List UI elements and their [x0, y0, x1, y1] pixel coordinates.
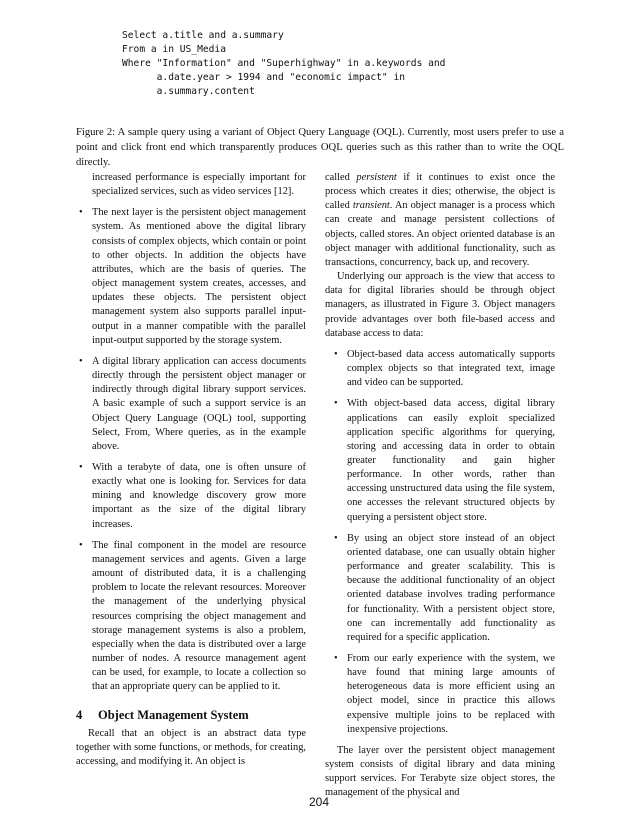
list-item: • From our early experience with the system, we have found that mining large amounts of heterogeneous data is more efficient using an object model, since in practice this allows expensive multiple joins to be replaced with inexpensive projections.: [334, 653, 555, 735]
code-line: Where "Information" and "Superhighway" in a.keywords and: [122, 58, 446, 69]
paragraph: Underlying our approach is the view that access to data for digital libraries should be through object managers, as illustrated in Figure 3. Object managers provide advantages over both file-based access and database access to data:: [325, 271, 555, 339]
bullet-icon: •: [334, 532, 338, 544]
code-line: From a in US_Media: [122, 44, 226, 55]
list-item: • The final component in the model are resource management services and agents. Given a large amount of distributed data, it is a challenging problem to locate the relevant resources. Moreover the management of the underlying physical resources comprising the object management and storage management systems is also a problem, especially when the data is distributed over a large number of nodes. A resource management agent can be used, for example, to locate a collection so that an appropriate query can be applied to it.: [79, 539, 306, 693]
page-number: 204: [308, 795, 330, 809]
bullet-icon: •: [79, 461, 83, 473]
advantages-bullet-list: [325, 348, 555, 737]
term-persistent: persistent: [356, 172, 397, 183]
paragraph: called persistent if it continues to exist once the process which creates it dies; otherwise, the object is called transient. An object manager is a process which can create and manage persistent collections of objects, called stores. An object oriented database is an object manager with additional functionality, such as transactions, concurrency, back up, and recovery.: [325, 172, 555, 268]
code-line: a.date.year > 1994 and "economic impact" in: [122, 72, 406, 83]
list-item: • Object-based data access automatically supports complex objects so that integrated text, image and video can be supported.: [334, 348, 555, 389]
oql-query-code-block: [122, 29, 445, 99]
bullet-icon: •: [334, 348, 338, 360]
code-line: Select a.title and a.summary: [122, 30, 284, 41]
section-title: Object Management System: [98, 708, 249, 723]
term-transient: transient: [352, 200, 390, 212]
right-column: [325, 171, 555, 801]
paragraph: The layer over the persistent object management system consists of digital library and data mining support services. For Terabyte size object stores, the management of the physical and: [325, 744, 555, 799]
layer-bullet-list: [76, 206, 306, 694]
left-column: [76, 171, 306, 769]
figure-caption: Figure 2: A sample query using a variant of Object Query Language (OQL). Currently, most users prefer to use a point and click front end which transparently produces OQL queries such as this rather than to write the OQL directly.: [76, 127, 564, 168]
list-item: • With object-based data access, digital library applications can easily exploit specialized application specific algorithms for querying, storing and accessing data in order to obtain greater functionality and gain higher performance. In other words, rather than accessing unstructured data using the file system, one accesses the relevant structured objects by querying a persistent object store.: [334, 398, 555, 523]
bullet-icon: •: [79, 207, 83, 219]
section-paragraph: Recall that an object is an abstract data type together with some functions, or methods, for creating, accessing, and modifying it. An object is: [76, 727, 306, 767]
bullet-icon: •: [334, 398, 338, 410]
list-item: • A digital library application can access documents directly through the persistent object manager or indirectly through digital library support services. A basic example of such a support service is an Object Query Language (OQL) tool, supporting Select, From, Where queries, as in the example above.: [79, 355, 306, 452]
bullet-icon: •: [79, 539, 83, 551]
code-line: a.summary.content: [122, 86, 255, 97]
list-item: • By using an object store instead of an object oriented database, one can usually obtain higher performance and greater scalability. This is because the additional functionality of an object oriented database involves trading performance for functionality. With a persistent object store, one can incrementally add functionality as required for a specific application.: [334, 532, 555, 643]
section-heading: [76, 708, 306, 722]
bullet-icon: •: [79, 355, 83, 367]
list-item: • With a terabyte of data, one is often unsure of exactly what one is looking for. Services for data mining and knowledge discovery grow more important as the size of the digital library increases.: [79, 461, 306, 530]
list-item: • The next layer is the persistent object management system. As mentioned above the digital library consists of complex objects, which contain or point to other objects. In addition the objects have attributes, which are the basis of queries. The object management system creates, accesses, and updates these objects. The persistent object management system also supports parallel input-output in a manner compatible with the parallel input-output supported by the storage system.: [79, 207, 306, 346]
continued-paragraph: increased performance is especially important for specialized services, such as video services [12].: [92, 172, 306, 198]
bullet-icon: •: [334, 653, 338, 664]
section-number: 4: [76, 708, 83, 723]
